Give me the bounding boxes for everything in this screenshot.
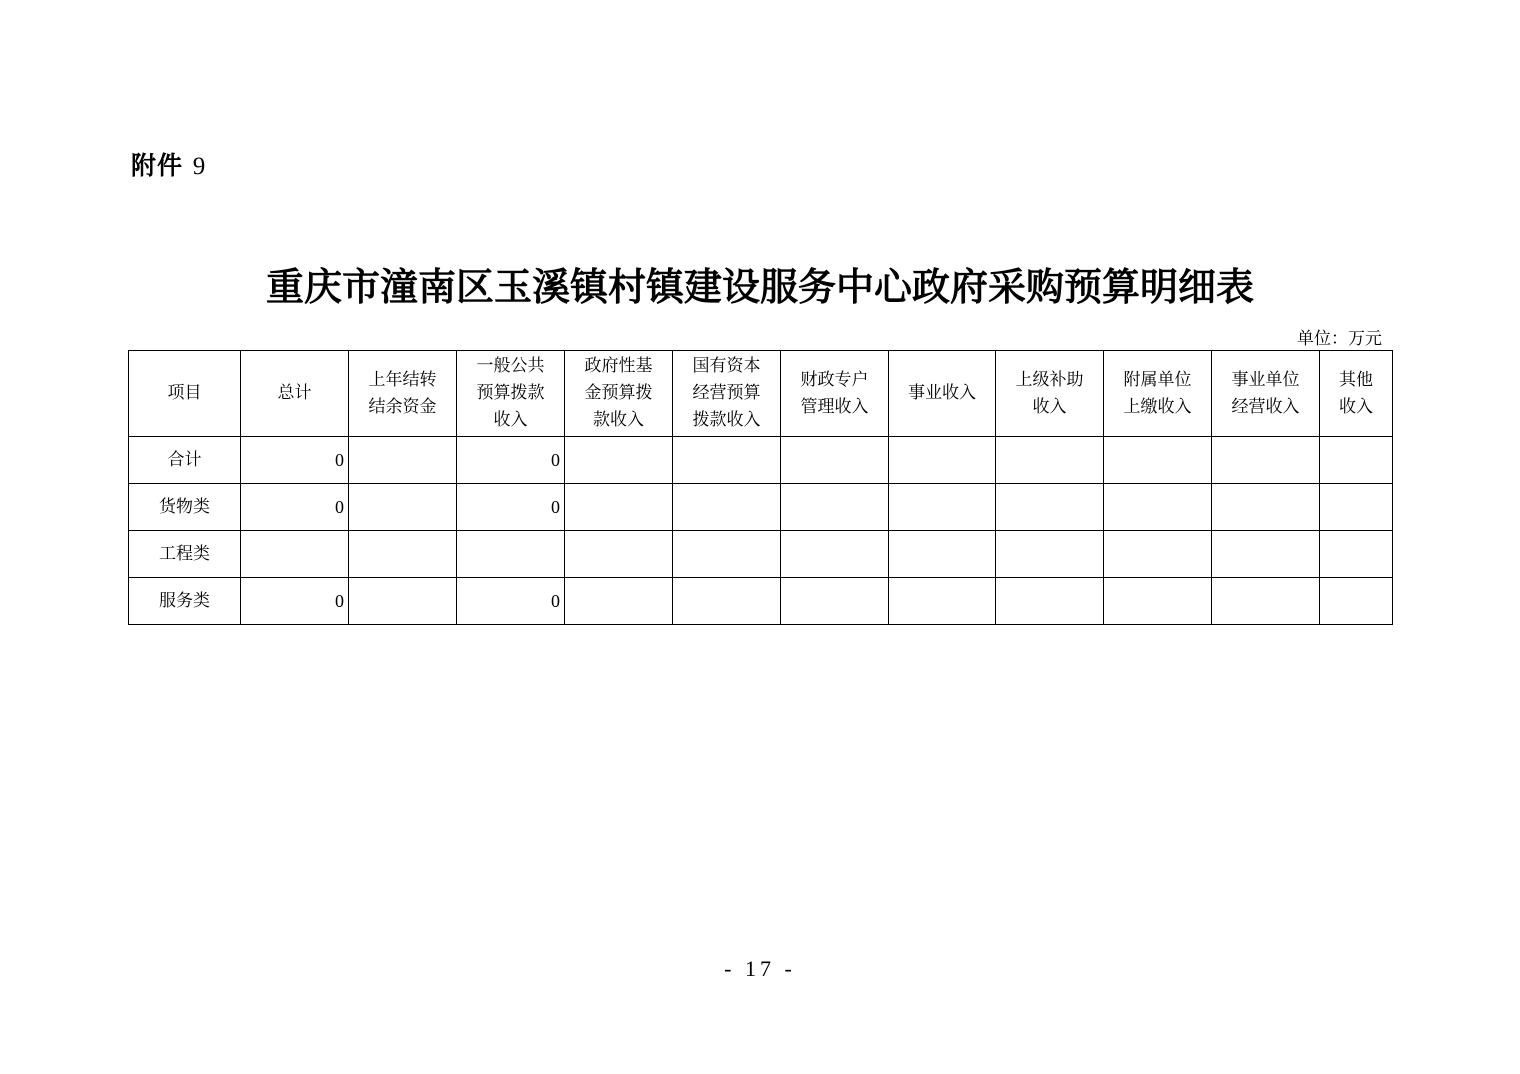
column-header [996,351,1104,437]
column-header [129,351,241,437]
column-header-line: 金预算拨 [584,383,653,403]
column-header-line: 预算拨款 [476,383,545,403]
column-header-line: 其他 [1339,369,1373,390]
column-header-line: 项目 [167,383,202,403]
table-cell [889,437,996,484]
table-cell [889,578,996,625]
table-cell: 0 [241,578,349,625]
table-row [129,437,1393,484]
table-cell [781,531,889,578]
row-label: 工程类 [129,531,241,578]
column-header-line: 管理收入 [800,396,869,417]
table-cell [457,531,565,578]
column-header [349,351,457,437]
table-cell [1320,437,1393,484]
column-header [241,351,349,437]
table-cell [673,437,781,484]
table-cell [349,437,457,484]
column-header-line: 收入 [493,410,528,430]
table-cell [889,484,996,531]
column-header [457,351,565,437]
table-cell: 0 [457,437,565,484]
table-cell [1320,484,1393,531]
table-cell [349,484,457,531]
attachment-label [131,146,206,182]
column-header-line: 附属单位 [1123,369,1192,390]
table-cell [349,531,457,578]
table-cell [1104,484,1212,531]
column-header-line: 财政专户 [800,369,869,390]
attachment-text: 附件 [131,151,184,180]
attachment-number: 9 [192,153,207,180]
unit-label: 单位：万元 [1297,329,1382,349]
column-header-line: 款收入 [593,410,644,430]
column-header-line: 经营预算 [692,383,761,403]
column-header-line: 上年结转 [368,369,437,390]
table-cell [565,437,673,484]
table-cell [565,484,673,531]
table-cell [1104,437,1212,484]
table-cell [781,578,889,625]
table-cell [673,531,781,578]
table-cell [1320,531,1393,578]
page-number: - 17 - [724,956,796,981]
row-label: 货物类 [129,484,241,531]
table-cell [889,531,996,578]
table-cell: 0 [241,437,349,484]
table-row [129,531,1393,578]
column-header [1104,351,1212,437]
table-row [129,484,1393,531]
column-header-line: 收入 [1032,396,1067,417]
column-header [1320,351,1393,437]
column-header-line: 结余资金 [368,396,437,417]
table-cell [1104,578,1212,625]
table-cell [1212,531,1320,578]
table-body [129,437,1393,625]
table-cell: 0 [241,484,349,531]
header-row [129,351,1393,437]
column-header-line: 上级补助 [1015,369,1084,390]
column-header-line: 一般公共 [476,356,545,376]
column-header-line: 上缴收入 [1123,396,1192,417]
table-row [129,578,1393,625]
table-cell [673,484,781,531]
table-cell [1320,578,1393,625]
table-cell [996,484,1104,531]
column-header-line: 经营收入 [1231,396,1300,417]
column-header-line: 事业收入 [908,383,976,403]
table-cell [1212,484,1320,531]
column-header-line: 收入 [1339,396,1373,417]
table-cell [996,531,1104,578]
table-cell [349,578,457,625]
row-label: 服务类 [129,578,241,625]
table-cell: 0 [457,484,565,531]
column-header [1212,351,1320,437]
column-header [565,351,673,437]
table-cell [1104,531,1212,578]
table-cell [1212,578,1320,625]
table-cell [565,578,673,625]
column-header-line: 政府性基 [584,356,653,376]
column-header-line: 总计 [277,383,312,403]
column-header-line: 拨款收入 [692,410,761,430]
table-cell [996,437,1104,484]
table-cell: 0 [457,578,565,625]
column-header [673,351,781,437]
table-cell [241,531,349,578]
column-header [781,351,889,437]
column-header-line: 事业单位 [1231,369,1300,390]
row-label: 合计 [129,437,241,484]
document-title: 重庆市潼南区玉溪镇村镇建设服务中心政府采购预算明细表 [265,264,1254,309]
column-header-line: 国有资本 [692,356,761,376]
table-cell [1212,437,1320,484]
column-header [889,351,996,437]
table-cell [781,437,889,484]
table-cell [673,578,781,625]
table-cell [996,578,1104,625]
table-cell [781,484,889,531]
budget-table [128,350,1393,625]
table-cell [565,531,673,578]
